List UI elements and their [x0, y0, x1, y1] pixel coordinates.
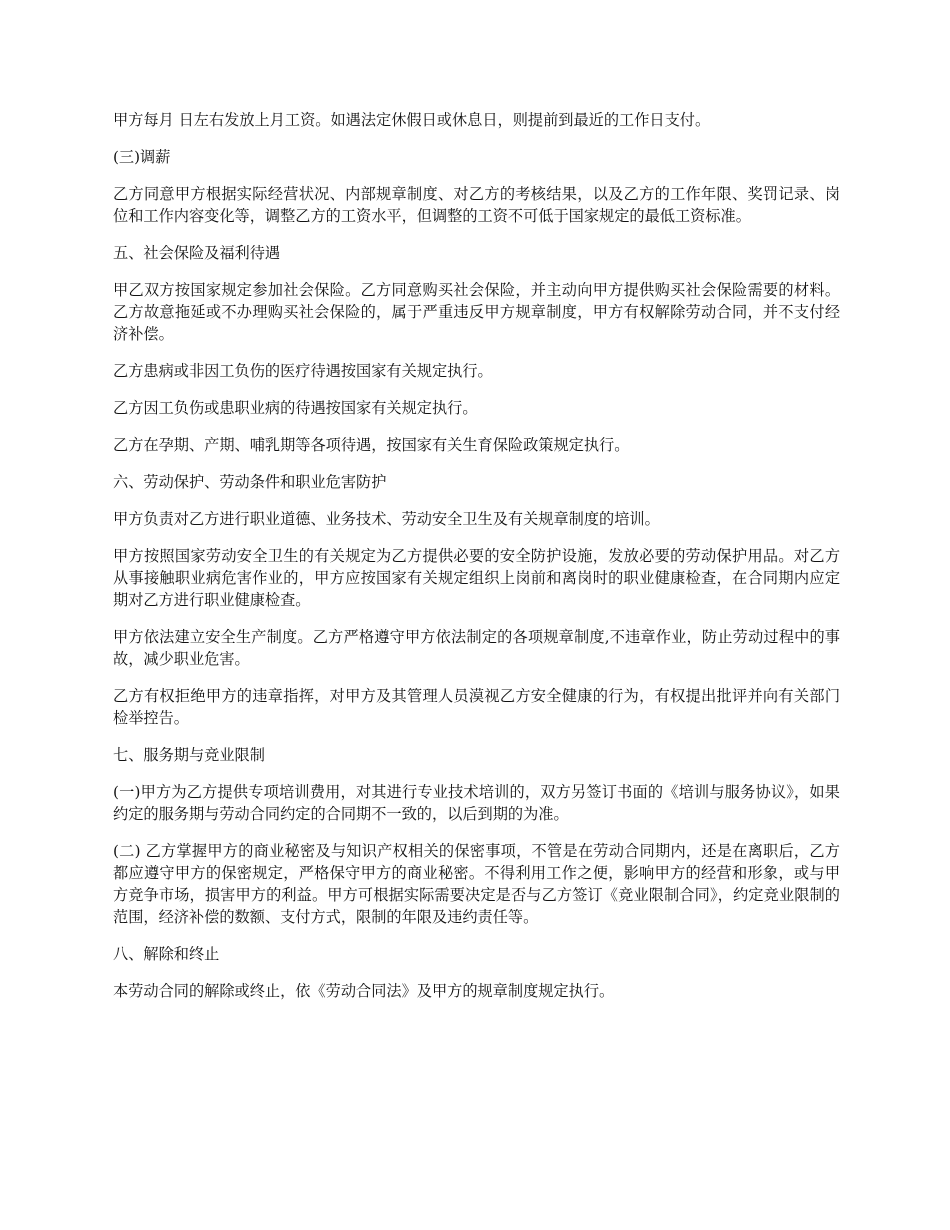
paragraph-confidentiality: (二) 乙方掌握甲方的商业秘密及与知识产权相关的保密事项，不管是在劳动合同期内，还是在离职后，乙方都应遵守甲方的保密规定，严格保守甲方的商业秘密。不得利用工作之便，影响甲方的经营和形象，或与甲方竞争市场，损害甲方的利益。甲方可根据实际需要决定是否与乙方签订《竞业限制合同》，约定竞业限制的范围，经济补偿的数额、支付方式，限制的年限及违约责任等。 — [113, 842, 840, 926]
paragraph-salary-payment-date: 甲方每月 日左右发放上月工资。如遇法定休假日或休息日，则提前到最近的工作日支付。 — [113, 111, 711, 129]
paragraph-training: 甲方负责对乙方进行职业道德、业务技术、劳动安全卫生及有关规章制度的培训。 — [113, 510, 660, 528]
document-page — [113, 109, 840, 1017]
paragraph-safety-facilities: 甲方按照国家劳动安全卫生的有关规定为乙方提供必要的安全防护设施，发放必要的劳动保护用品。对乙方从事接触职业病危害作业的，甲方应按国家有关规定组织上岗前和离岗时的职业健康检查，在合同期内应定期对乙方进行职业健康检查。 — [113, 547, 840, 609]
heading-service-period: 七、服务期与竞业限制 — [113, 746, 265, 764]
paragraph-social-insurance: 甲乙双方按国家规定参加社会保险。乙方同意购买社会保险，并主动向甲方提供购买社会保险需要的材料。乙方故意拖延或不办理购买社会保险的，属于严重违反甲方规章制度，甲方有权解除劳动合同，并不支付经济补偿。 — [113, 281, 840, 343]
paragraph-salary-adjustment: 乙方同意甲方根据实际经营状况、内部规章制度、对乙方的考核结果，以及乙方的工作年限、奖罚记录、岗位和工作内容变化等，调整乙方的工资水平，但调整的工资不可低于国家规定的最低工资标准。 — [113, 185, 840, 225]
heading-labor-protection: 六、劳动保护、劳动条件和职业危害防护 — [113, 473, 387, 491]
paragraph-training-agreement: (一)甲方为乙方提供专项培训费用，对其进行专业技术培训的，双方另签订书面的《培训与服务协议》，如果约定的服务期与劳动合同约定的合同期不一致的，以后到期的为准。 — [113, 783, 840, 823]
paragraph-termination: 本劳动合同的解除或终止，依《劳动合同法》及甲方的规章制度规定执行。 — [113, 982, 615, 1000]
paragraph-work-injury: 乙方因工负伤或患职业病的待遇按国家有关规定执行。 — [113, 399, 478, 417]
paragraph-safety-system: 甲方依法建立安全生产制度。乙方严格遵守甲方依法制定的各项规章制度,不违章作业，防止劳动过程中的事故，减少职业危害。 — [113, 628, 840, 668]
paragraph-right-to-refuse: 乙方有权拒绝甲方的违章指挥，对甲方及其管理人员漠视乙方安全健康的行为，有权提出批评并向有关部门检举控告。 — [113, 687, 840, 727]
paragraph-medical-treatment: 乙方患病或非因工负伤的医疗待遇按国家有关规定执行。 — [113, 362, 493, 380]
heading-social-insurance: 五、社会保险及福利待遇 — [113, 244, 281, 262]
heading-termination: 八、解除和终止 — [113, 945, 220, 963]
heading-salary-adjustment: (三)调薪 — [113, 148, 171, 166]
paragraph-maternity: 乙方在孕期、产期、哺乳期等各项待遇，按国家有关生育保险政策规定执行。 — [113, 436, 630, 454]
